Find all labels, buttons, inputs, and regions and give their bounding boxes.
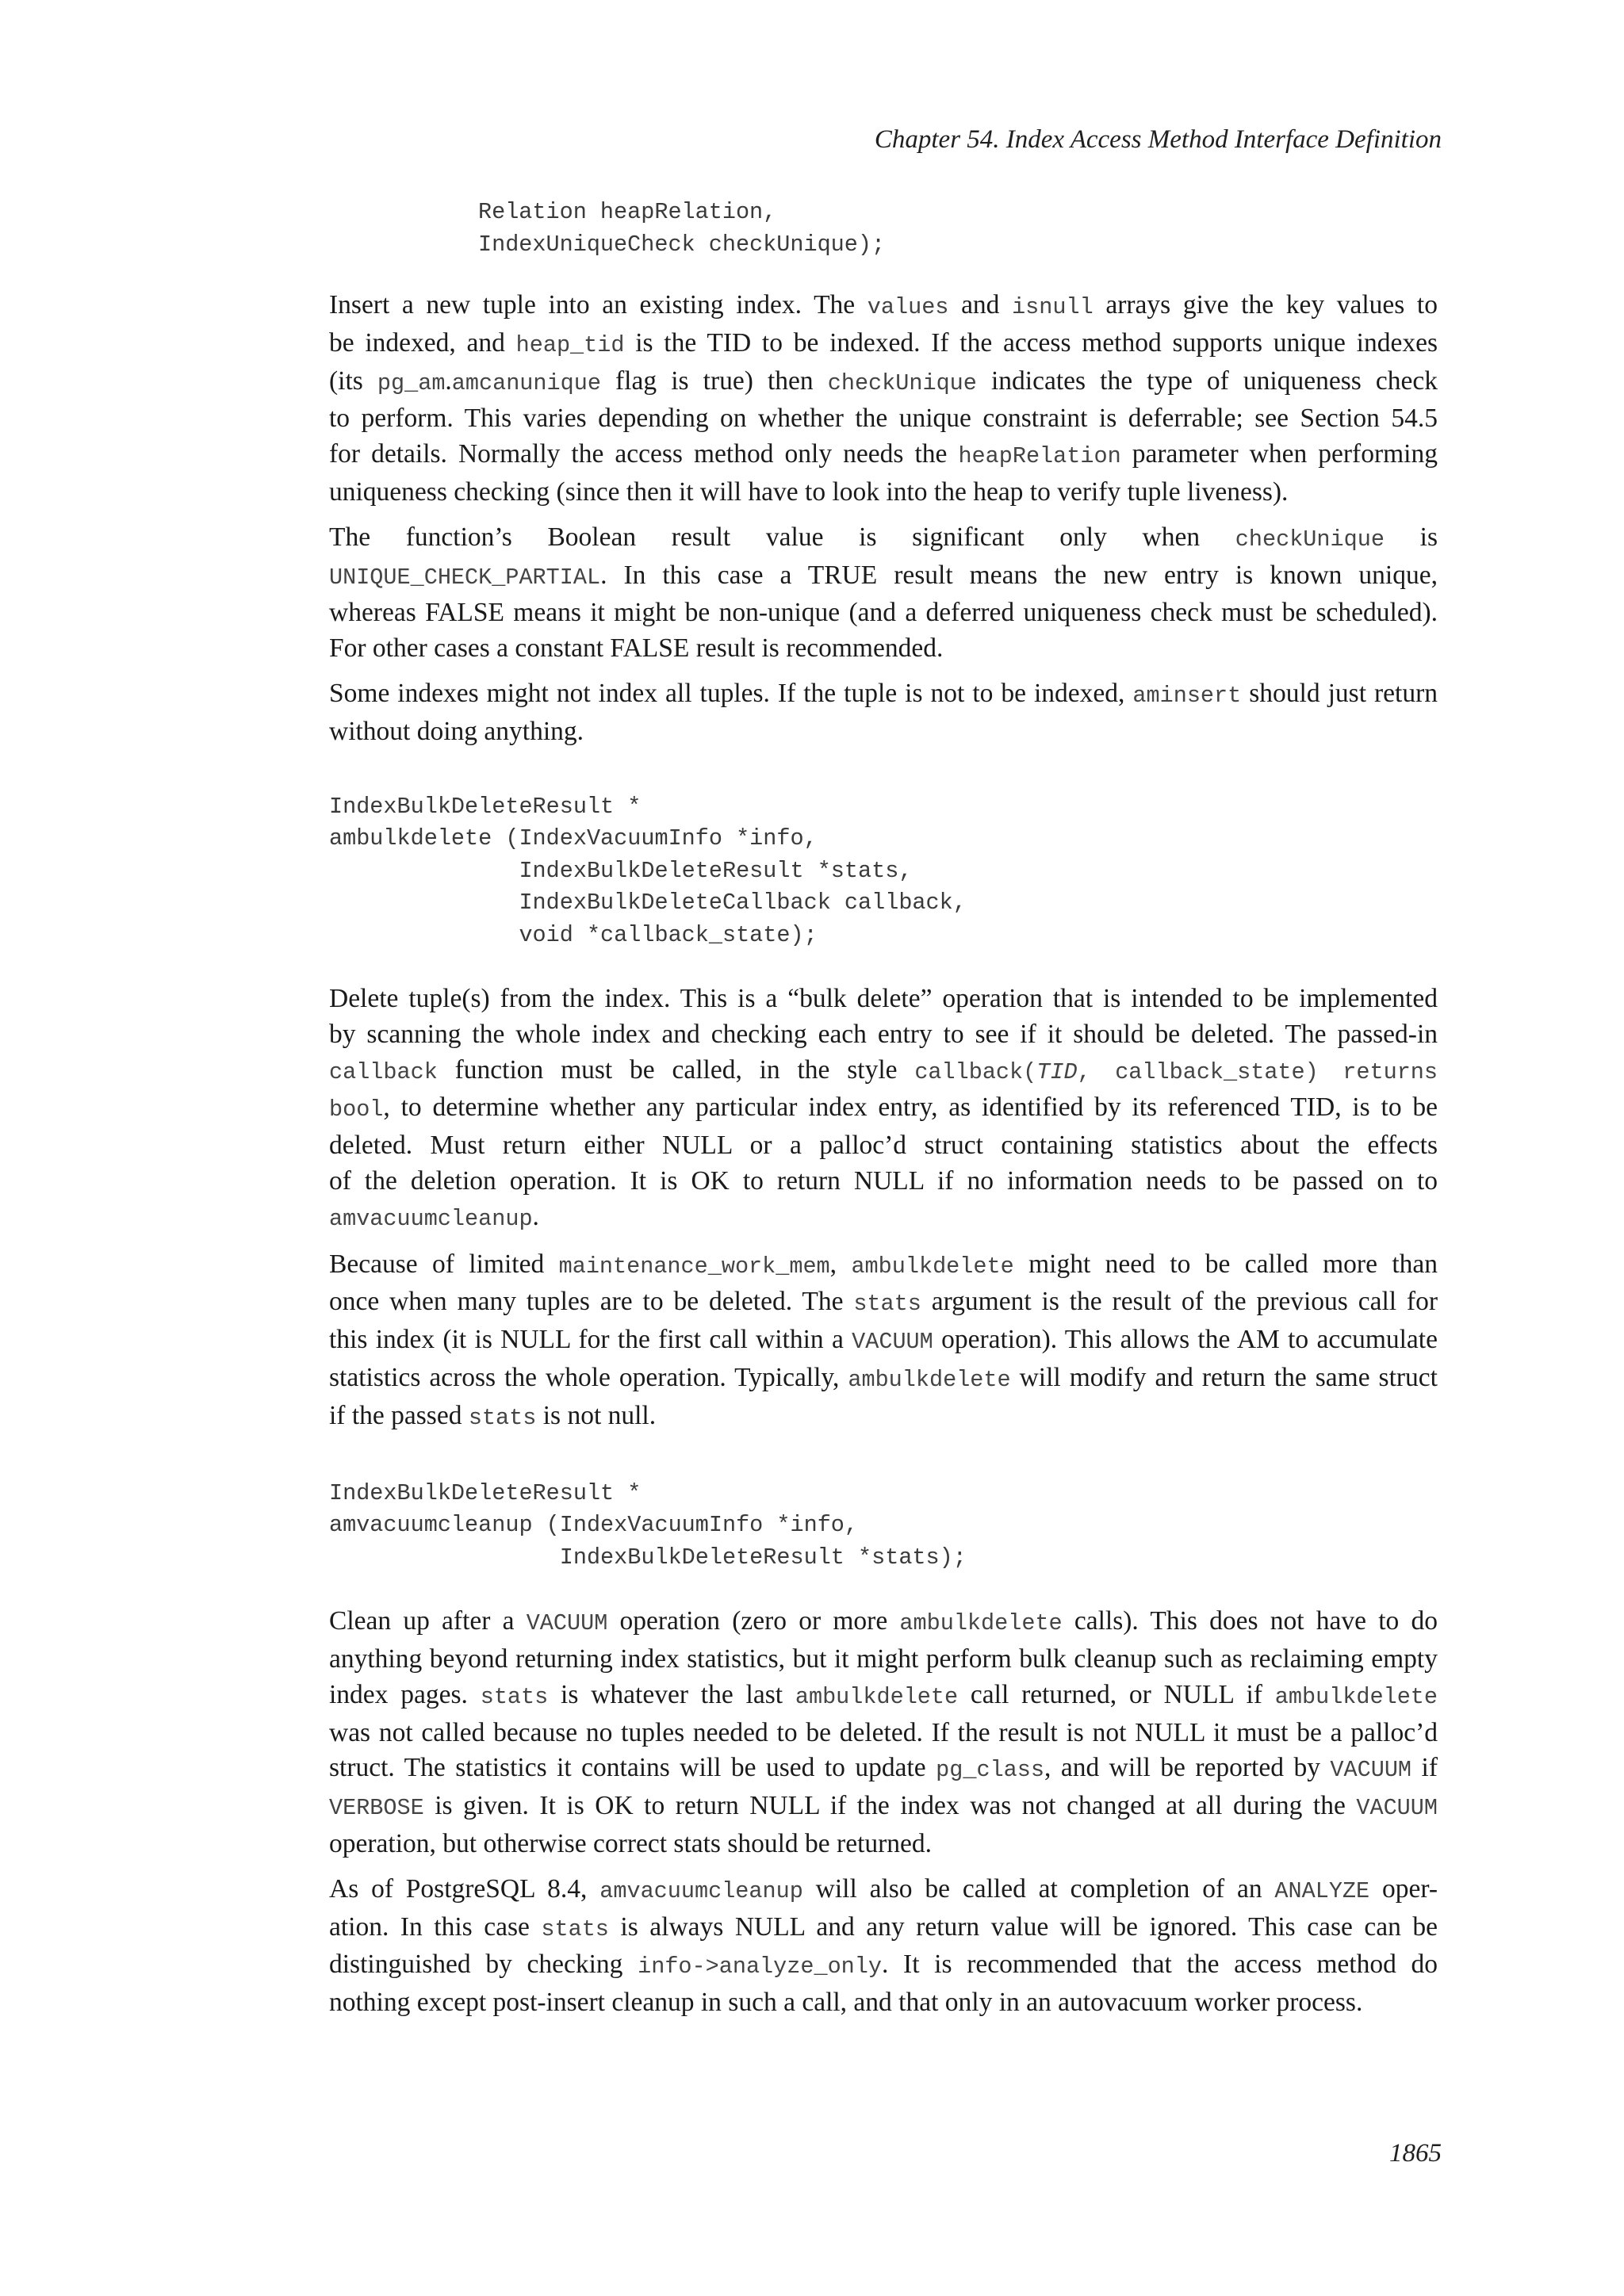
text-run: , to determine whether any particular index entry, as identified by its referenced TID, is to be <box>383 1093 1438 1123</box>
text-line <box>329 1716 1438 1751</box>
code-line: IndexUniqueCheck checkUnique); <box>478 231 886 258</box>
text-line <box>329 1604 1438 1642</box>
text-run: if <box>1411 1753 1438 1783</box>
text-run: . It is recommended that the access method do <box>881 1950 1438 1980</box>
inline-code: ambulkdelete <box>795 1683 959 1710</box>
text-line <box>329 1128 1438 1164</box>
inline-code: aminsert <box>1132 682 1242 709</box>
text-run: (its <box>329 365 377 396</box>
text-run: Insert a new tuple into an existing index. The <box>329 290 868 320</box>
text-run: once when many tuples are to be deleted. The <box>329 1287 854 1317</box>
text-run: nothing except post-insert cleanup in such a call, and that only in an autovacuum worker process. <box>329 1988 1363 2018</box>
inline-code: amvacuumcleanup <box>599 1877 803 1904</box>
text-run: statistics across the whole operation. Typically, <box>329 1363 848 1393</box>
text-line <box>329 1642 1438 1678</box>
text-run: . In this case a TRUE result means the new entry is known unique, <box>600 560 1438 590</box>
text-line <box>329 1399 1438 1437</box>
text-run: be indexed, and <box>329 327 516 358</box>
text-run: by scanning the whole index and checking each entry to see if it should be deleted. The passed-in <box>329 1019 1438 1049</box>
inline-code: heap_tid <box>515 331 625 358</box>
text-run: The function’s Boolean result value is significant only when <box>329 522 1235 552</box>
inline-code: ambulkdelete <box>1274 1683 1438 1710</box>
text-line <box>329 1910 1438 1948</box>
amvacuumcleanup-prototype <box>329 1478 1438 1575</box>
text-run: is <box>1384 522 1438 552</box>
text-line <box>329 475 1438 511</box>
text-run: . <box>445 365 452 396</box>
text-run: index pages. <box>329 1679 481 1709</box>
text-run: call returned, or NULL if <box>958 1679 1275 1709</box>
inline-code: VACUUM <box>1356 1795 1438 1822</box>
inline-code: pg_am <box>377 369 446 396</box>
inline-code: VACUUM <box>1330 1757 1412 1784</box>
page-number: 1865 <box>1389 2139 1442 2168</box>
text-line <box>329 631 1438 667</box>
text-run: Delete tuple(s) from the index. This is a “bulk delete” operation that is intended to be implemented <box>329 984 1438 1014</box>
inline-code: VACUUM <box>852 1329 933 1356</box>
text-run: For other cases a constant FALSE result is recommended. <box>329 633 944 664</box>
code-line: ambulkdelete (IndexVacuumInfo *info, <box>329 825 818 852</box>
ambulkdelete-prototype <box>329 791 1438 952</box>
inline-code: heapRelation <box>958 443 1121 470</box>
code-line: IndexBulkDeleteResult *stats, <box>329 857 913 884</box>
text-run: uniqueness checking (since then it will have to look into the heap to verify tuple liveness). <box>329 476 1289 507</box>
inline-code: values <box>867 294 949 320</box>
text-run: of the deletion operation. It is OK to return NULL if no information needs to be passed on to <box>329 1166 1438 1196</box>
text-line <box>329 595 1438 631</box>
text-run: operation (zero or more <box>607 1606 900 1636</box>
text-line <box>329 1360 1438 1399</box>
text-line <box>329 1985 1438 2021</box>
text-run: is the TID to be indexed. If the access method supports unique indexes <box>624 327 1438 358</box>
text-line <box>329 1322 1438 1360</box>
code-line: void *callback_state); <box>329 921 818 948</box>
text-run: parameter when performing <box>1120 439 1438 469</box>
page-content <box>329 197 1438 2021</box>
inline-code: callback <box>329 1058 438 1085</box>
text-line <box>329 1053 1438 1091</box>
text-run: for details. Normally the access method only needs the <box>329 439 959 469</box>
text-run: will modify and return the same struct <box>1010 1363 1438 1393</box>
code-line: IndexBulkDeleteResult *stats); <box>329 1544 967 1571</box>
text-run: this index (it is NULL for the first call within a <box>329 1325 852 1355</box>
code-line: amvacuumcleanup (IndexVacuumInfo *info, <box>329 1512 859 1539</box>
text-run: if the passed <box>329 1400 469 1430</box>
inline-code: stats <box>541 1915 609 1942</box>
text-run: whereas FALSE means it might be non-unique (and a deferred uniqueness check must be scheduled). <box>329 598 1438 628</box>
inline-code: VERBOSE <box>329 1795 424 1822</box>
inline-code: bool <box>329 1096 384 1123</box>
text-line <box>329 1017 1438 1053</box>
text-run: indicates the type of uniqueness check <box>976 365 1438 396</box>
text-run: and <box>948 290 1013 320</box>
text-run: argument is the result of the previous call for <box>921 1287 1438 1317</box>
ambulkdelete-paragraph-2 <box>329 1247 1438 1437</box>
inline-code: stats <box>468 1404 537 1431</box>
text-run: struct. The statistics it contains will be used to update <box>329 1753 936 1783</box>
text-line <box>329 676 1438 714</box>
text-run: Clean up after a <box>329 1606 527 1636</box>
text-line <box>329 1947 1438 1985</box>
inline-code-italic: TID <box>1036 1058 1078 1085</box>
inline-code: ambulkdelete <box>899 1610 1063 1637</box>
text-run: Because of limited <box>329 1249 559 1279</box>
text-line <box>329 1827 1438 1862</box>
amvacuumcleanup-paragraph-2 <box>329 1872 1438 2021</box>
inline-code: VACUUM <box>526 1610 608 1637</box>
text-line <box>329 1284 1438 1322</box>
text-run: operation, but otherwise correct stats should be returned. <box>329 1828 933 1858</box>
inline-code: amvacuumcleanup <box>329 1205 533 1232</box>
text-run: Some indexes might not index all tuples. If the tuple is not to be indexed, <box>329 678 1133 708</box>
aminsert-paragraph-3 <box>329 676 1438 750</box>
inline-code: amcanunique <box>451 369 601 396</box>
text-run: will also be called at completion of an <box>802 1873 1275 1904</box>
code-line: IndexBulkDeleteResult * <box>329 1479 642 1506</box>
inline-code: UNIQUE_CHECK_PARTIAL <box>329 564 601 591</box>
inline-code: ANALYZE <box>1274 1877 1370 1904</box>
text-line <box>329 1200 1438 1238</box>
text-run: arrays give the key values to <box>1093 290 1438 320</box>
text-run: , and will be reported by <box>1044 1753 1331 1783</box>
text-line <box>329 401 1438 437</box>
text-run: might need to be called more than <box>1013 1249 1438 1279</box>
text-run: flag is true) then <box>600 365 828 396</box>
text-line <box>329 1751 1438 1789</box>
text-line <box>329 326 1438 364</box>
text-run: ation. In this case <box>329 1911 542 1942</box>
inline-code: stats <box>480 1683 549 1710</box>
aminsert-prototype-tail <box>329 197 1438 261</box>
code-line: Relation heapRelation, <box>478 199 777 225</box>
inline-code: pg_class <box>936 1757 1044 1784</box>
text-run: distinguished by checking <box>329 1950 638 1980</box>
amvacuumcleanup-paragraph-1 <box>329 1604 1438 1862</box>
text-run: As of PostgreSQL 8.4, <box>329 1873 600 1904</box>
text-line <box>329 1789 1438 1827</box>
inline-code: checkUnique <box>1235 526 1385 553</box>
text-line <box>329 1872 1438 1910</box>
text-line <box>329 1090 1438 1128</box>
ambulkdelete-paragraph-1 <box>329 982 1438 1238</box>
text-line <box>329 364 1438 402</box>
inline-code: , callback_state) returns <box>1077 1058 1438 1085</box>
text-line <box>329 558 1438 596</box>
text-run: is not null. <box>536 1400 657 1430</box>
inline-code: maintenance_work_mem <box>558 1253 830 1280</box>
text-line <box>329 520 1438 558</box>
inline-code: info->analyze_only <box>638 1954 882 1980</box>
text-run: was not called because no tuples needed to be deleted. If the result is not NULL it must be a palloc’d <box>329 1717 1438 1747</box>
aminsert-paragraph-2 <box>329 520 1438 667</box>
inline-code: stats <box>853 1291 921 1318</box>
text-line <box>329 982 1438 1017</box>
text-run: operation). This allows the AM to accumulate <box>933 1325 1438 1355</box>
text-run: function must be called, in the style <box>437 1054 915 1085</box>
code-line: IndexBulkDeleteCallback callback, <box>329 890 967 916</box>
text-run: oper- <box>1369 1873 1438 1904</box>
inline-code: checkUnique <box>827 369 977 396</box>
text-run: deleted. Must return either NULL or a palloc’d struct containing statistics about the effects <box>329 1131 1438 1161</box>
aminsert-paragraph-1 <box>329 288 1438 511</box>
text-line <box>329 288 1438 326</box>
text-line <box>329 714 1438 750</box>
text-line <box>329 437 1438 475</box>
text-line <box>329 1678 1438 1716</box>
inline-code: ambulkdelete <box>851 1253 1014 1280</box>
text-run: . <box>532 1201 539 1231</box>
text-line <box>329 1164 1438 1200</box>
text-run: is whatever the last <box>548 1679 795 1709</box>
text-run: anything beyond returning index statistics, but it might perform bulk cleanup such as reclaiming empty <box>329 1644 1438 1674</box>
text-run: is given. It is OK to return NULL if the index was not changed at all during the <box>423 1791 1357 1821</box>
text-run: should just return <box>1241 678 1438 708</box>
text-run: , <box>829 1249 852 1279</box>
text-run: is always NULL and any return value will be ignored. This case can be <box>608 1911 1438 1942</box>
code-line: IndexBulkDeleteResult * <box>329 793 642 820</box>
text-run: to perform. This varies depending on whether the unique constraint is deferrable; see Section 54.5 <box>329 404 1438 434</box>
inline-code: ambulkdelete <box>848 1367 1011 1394</box>
inline-code: isnull <box>1012 294 1094 320</box>
text-run: calls). This does not have to do <box>1062 1606 1438 1636</box>
running-header: Chapter 54. Index Access Method Interface Definition <box>874 125 1442 154</box>
inline-code: callback( <box>914 1058 1037 1085</box>
text-line <box>329 1247 1438 1285</box>
text-run: without doing anything. <box>329 716 584 746</box>
